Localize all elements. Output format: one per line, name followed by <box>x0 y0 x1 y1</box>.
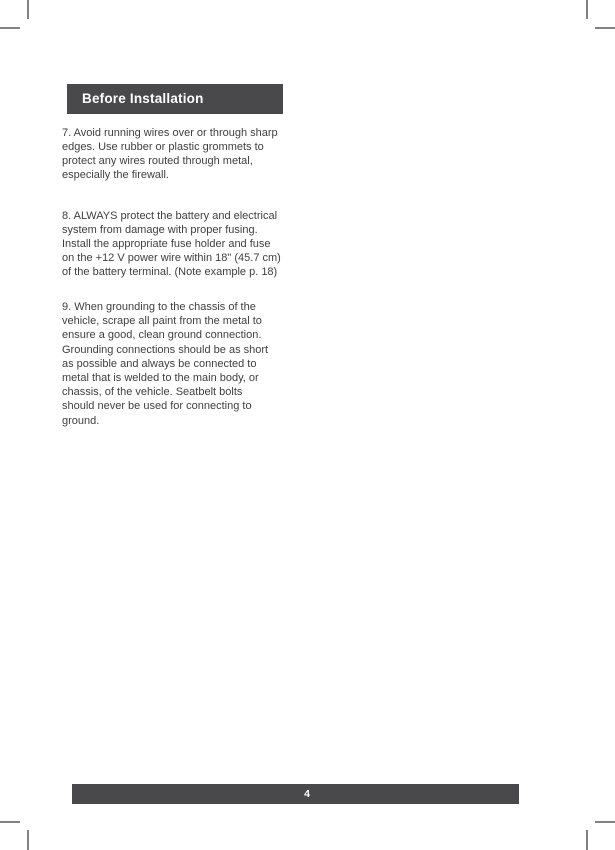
instruction-paragraph-9 <box>62 300 317 428</box>
text-line: ensure a good, clean ground connection. <box>62 329 262 342</box>
instruction-paragraph-8 <box>62 209 317 279</box>
text-line: Grounding connections should be as short <box>62 343 269 356</box>
crop-mark-top-left-horizontal <box>0 27 20 29</box>
text-line: should never be used for connecting to <box>62 400 252 413</box>
text-line: as possible and always be connected to <box>62 357 257 370</box>
page-number: 4 <box>304 788 310 800</box>
crop-mark-bottom-right-horizontal <box>595 821 615 823</box>
crop-mark-top-right-horizontal <box>595 27 615 29</box>
section-header-bar <box>67 84 283 114</box>
text-line: chassis, of the vehicle. Seatbelt bolts <box>62 386 243 399</box>
text-line: system from damage with proper fusing. <box>62 224 258 236</box>
text-line: vehicle, scrape all paint from the metal to <box>62 315 262 328</box>
text-line: of the battery terminal. (Note example p. 18) <box>62 266 278 278</box>
crop-mark-top-right-vertical <box>586 0 588 19</box>
crop-mark-bottom-left-vertical <box>27 830 29 850</box>
crop-mark-top-left-vertical <box>27 0 29 19</box>
instruction-paragraph-7 <box>62 126 317 182</box>
text-line: protect any wires routed through metal, <box>62 155 253 167</box>
text-line: 9. When grounding to the chassis of the <box>62 301 256 313</box>
text-line: 8. ALWAYS protect the battery and electrical <box>62 210 278 222</box>
text-line: ground. <box>62 414 100 427</box>
text-line: on the +12 V power wire within 18" (45.7 cm) <box>62 252 281 264</box>
crop-mark-bottom-right-vertical <box>586 830 588 850</box>
crop-mark-bottom-left-horizontal <box>0 821 20 823</box>
footer-bar <box>72 784 519 804</box>
section-title: Before Installation <box>82 91 204 106</box>
text-line: 7. Avoid running wires over or through sharp <box>62 127 278 139</box>
text-line: edges. Use rubber or plastic grommets to <box>62 141 264 153</box>
text-line: Install the appropriate fuse holder and fuse <box>62 238 271 250</box>
text-line: metal that is welded to the main body, or <box>62 371 259 384</box>
text-line: especially the firewall. <box>62 169 169 181</box>
